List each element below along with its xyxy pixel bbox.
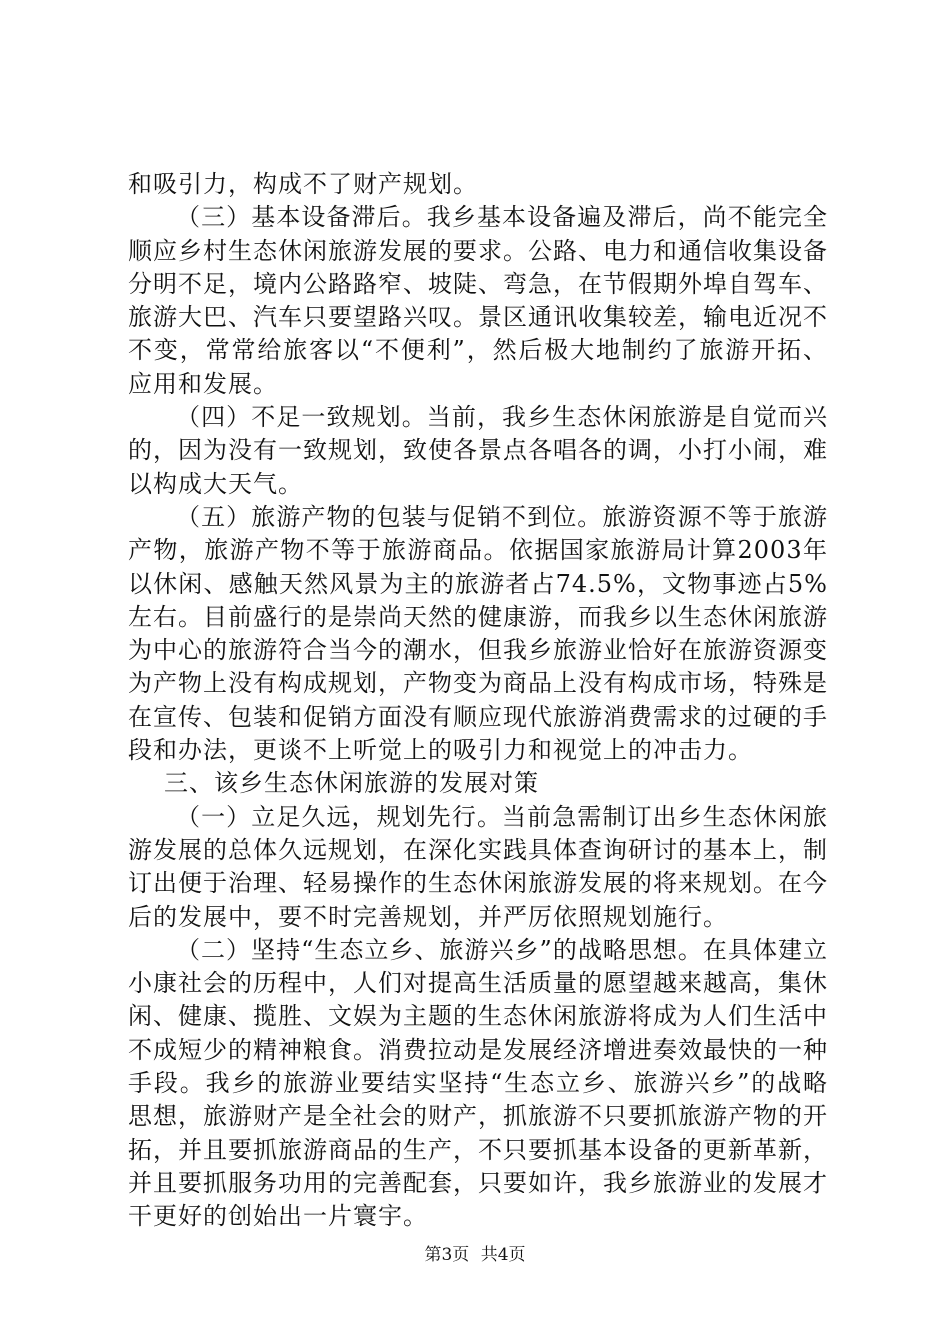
page-number: 第3页 [424, 1245, 470, 1265]
page-footer [0, 1240, 950, 1265]
paragraph: （四）不足一致规划。当前，我乡生态休闲旅游是自觉而兴的，因为没有一致规划，致使各景点各唱各的调，小打小闹，难以构成大天气。 [128, 403, 828, 498]
document-body [128, 168, 828, 1234]
paragraph: （二）坚持“生态立乡、旅游兴乡”的战略思想。在具体建立小康社会的历程中，人们对提高生活质量的愿望越来越高，集休闲、健康、揽胜、文娱为主题的生态休闲旅游将成为人们生活中不成短少的精神粮食。消费拉动是发展经济增进奏效最快的一种手段。我乡的旅游业要结实坚持“生态立乡、旅游兴乡”的战略思想，旅游财产是全社会的财产，抓旅游不只要抓旅游产物的开拓，并且要抓旅游商品的生产，不只要抓基本设备的更新革新，并且要抓服务功用的完善配套，只要如许，我乡旅游业的发展才干更好的创始出一片寰宇。 [128, 935, 828, 1231]
paragraph: （一）立足久远，规划先行。当前急需制订出乡生态休闲旅游发展的总体久远规划，在深化实践具体查询研讨的基本上，制订出便于治理、轻易操作的生态休闲旅游发展的将来规划。在今后的发展中，要不时完善规划，并严厉依照规划施行。 [128, 802, 828, 931]
paragraph: （三）基本设备滞后。我乡基本设备遍及滞后，尚不能完全顺应乡村生态休闲旅游发展的要求。公路、电力和通信收集设备分明不足，境内公路路窄、坡陡、弯急，在节假期外埠自驾车、旅游大巴、汽车只要望路兴叹。景区通讯收集较差，输电近况不不变，常常给旅客以“不便利”，然后极大地制约了旅游开拓、应用和发展。 [128, 203, 828, 398]
paragraph: （五）旅游产物的包装与促销不到位。旅游资源不等于旅游产物，旅游产物不等于旅游商品。依据国家旅游局计算2003年以休闲、感触天然风景为主的旅游者占74.5%，文物事迹占5%左右。目前盛行的是崇尚天然的健康游，而我乡以生态休闲旅游为中心的旅游符合当今的潮水，但我乡旅游业恰好在旅游资源变为产物上没有构成规划，产物变为商品上没有构成市场，特殊是在宣传、包装和促销方面没有顺应现代旅游消费需求的过硬的手段和办法，更谈不上听觉上的吸引力和视觉上的冲击力。 [128, 502, 828, 765]
page-total: 共4页 [480, 1245, 526, 1265]
section-heading: 三、该乡生态休闲旅游的发展对策 [164, 769, 539, 798]
paragraph: 和吸引力，构成不了财产规划。 [128, 170, 478, 198]
